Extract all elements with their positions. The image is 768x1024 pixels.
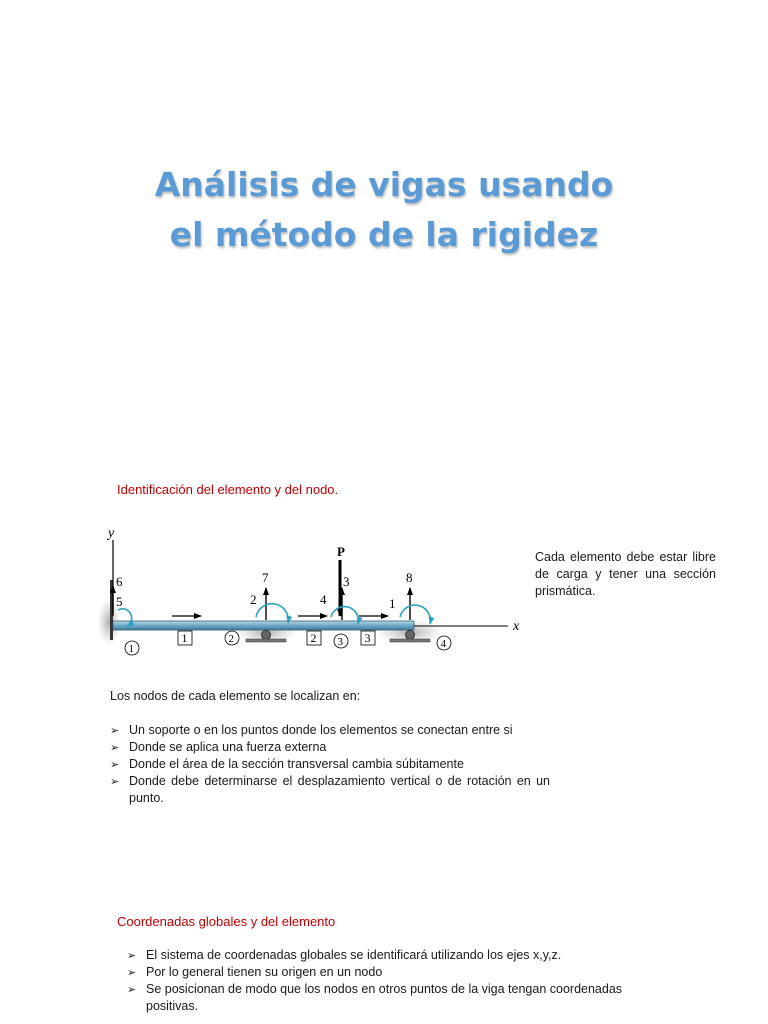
node-label: 4	[440, 638, 446, 650]
list-item: ➢ Donde se aplica una fuerza externa	[110, 739, 550, 756]
support-base	[390, 639, 430, 642]
list-item: ➢ Donde debe determinarse el desplazamiento vertical o de rotación en un punto.	[110, 773, 550, 807]
support-base	[246, 639, 286, 642]
dof-label: 8	[406, 570, 413, 585]
list-item: ➢ Por lo general tienen su origen en un nodo	[127, 964, 657, 981]
x-axis-label: x	[513, 619, 520, 634]
beam-diagram	[96, 520, 536, 660]
side-note: Cada elemento debe estar libre de carga y tener una sección prismática.	[535, 550, 716, 598]
title-line-2: el método de la rigidez	[169, 215, 599, 254]
nodes-bullet-list	[110, 722, 550, 807]
coordinates-bullet-list	[127, 947, 657, 1015]
node-label: 1	[128, 643, 134, 655]
dof-label: 4	[320, 592, 327, 607]
list-item: ➢ El sistema de coordenadas globales se identificará utilizando los ejes x,y,z.	[127, 947, 657, 964]
dof-label: 6	[116, 574, 123, 589]
dof-label: 7	[262, 570, 269, 585]
page-title	[0, 160, 768, 260]
section-heading-coordinates: Coordenadas globales y del elemento	[117, 914, 336, 929]
nodes-intro: Los nodos de cada elemento se localizan en:	[110, 689, 361, 703]
list-item: ➢ Se posicionan de modo que los nodos en otros puntos de la viga tengan coordenadas positivas.	[127, 981, 657, 1015]
list-item: ➢ Donde el área de la sección transversal cambia súbitamente	[110, 756, 550, 773]
element-label: 2	[310, 631, 317, 645]
element-label: 1	[181, 631, 188, 645]
node-label: 3	[337, 636, 343, 648]
load-label: P	[337, 544, 345, 559]
dof-label: 2	[250, 592, 257, 607]
element-label: 3	[364, 631, 371, 645]
dof-label: 3	[343, 574, 350, 589]
title-line-1: Análisis de vigas usando	[154, 165, 614, 204]
roller-support	[406, 631, 415, 640]
node-label: 2	[228, 633, 234, 645]
section-heading-identification: Identificación del elemento y del nodo.	[117, 482, 339, 497]
dof-label: 1	[389, 596, 396, 611]
dof-label: 5	[116, 594, 123, 609]
rotation-arrow-2	[256, 604, 288, 623]
list-item: ➢ Un soporte o en los puntos donde los elementos se conectan entre si	[110, 722, 550, 739]
roller-support	[262, 631, 271, 640]
y-axis-label: y	[108, 526, 115, 541]
beam	[113, 621, 414, 630]
